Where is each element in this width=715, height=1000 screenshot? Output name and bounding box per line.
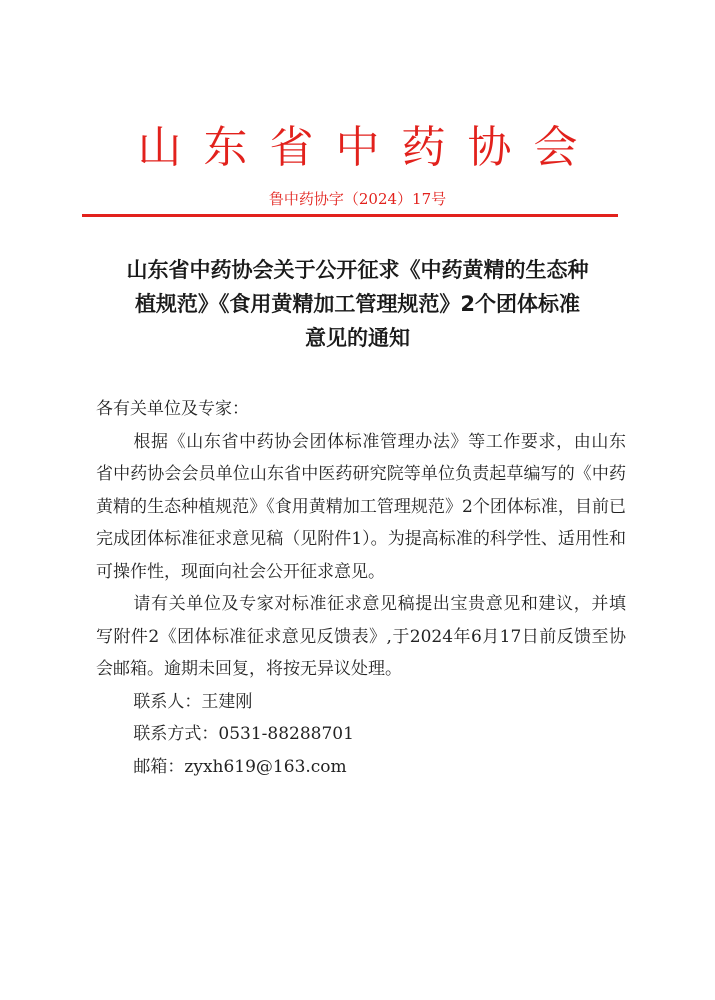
contact-phone: 联系方式：0531-88288701 bbox=[133, 724, 354, 744]
body-paragraph: 根据《山东省中药协会团体标准管理办法》等工作要求，由山东省中药协会会员单位山东省中医药研究院等单位负责起草编写的《中药黄精的生态种植规范》《食用黄精加工管理规范》2个团体标准，目前已完成团体标准征求意见稿（见附件1）。为提高标准的科学性、适用性和可操作性，现面向社会公开征求意见。 bbox=[96, 431, 626, 582]
contact-person: 联系人：王建刚 bbox=[133, 691, 253, 712]
organization-letterhead: 山东省中药协会 bbox=[137, 122, 600, 173]
notice-title-line: 山东省中药协会关于公开征求《中药黄精的生态种 bbox=[126, 258, 589, 282]
notice-body bbox=[96, 393, 626, 783]
salutation: 各有关单位及专家： bbox=[96, 399, 249, 419]
document-number: 鲁中药协字（2024）17号 bbox=[268, 190, 447, 208]
notice-title bbox=[90, 253, 625, 355]
body-paragraph: 请有关单位及专家对标准征求意见稿提出宝贵意见和建议，并填写附件2《团体标准征求意见反馈表》,于2024年6月17日前反馈至协会邮箱。逾期未回复，将按无异议处理。 bbox=[96, 594, 626, 679]
contact-email: 邮箱：zyxh619@163.com bbox=[133, 756, 347, 777]
notice-title-line: 意见的通知 bbox=[305, 326, 410, 350]
notice-title-line: 植规范》《食用黄精加工管理规范》2个团体标准 bbox=[134, 292, 581, 316]
letterhead-divider bbox=[82, 214, 618, 217]
